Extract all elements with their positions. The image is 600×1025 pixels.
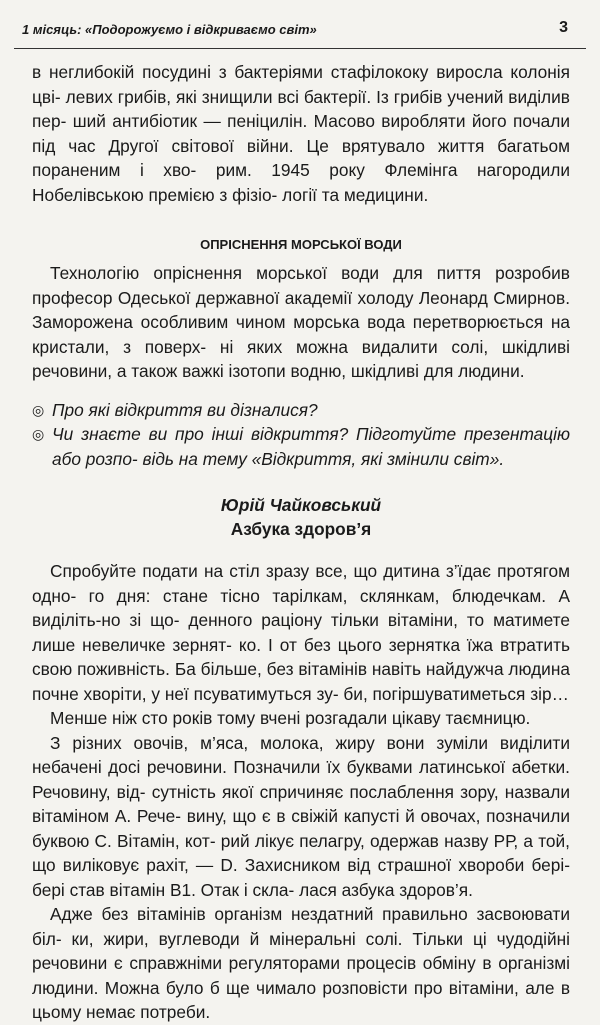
text-line: левих грибів, які знищили всі бактерії. Із грибів учений виділив пер- <box>32 86 570 131</box>
story-paragraph <box>32 559 570 706</box>
section-heading: ОПРІСНЕННЯ МОРСЬКОЇ ВОДИ <box>200 237 402 252</box>
text-line: водню, шкідливі для людини. <box>290 361 525 381</box>
text-line: ки, жири, вуглеводи й мінеральні солі. Тільки ці чудодійні речовини <box>32 928 570 973</box>
story-paragraph <box>32 902 570 1025</box>
story-title: Азбука здоров’я <box>230 519 372 539</box>
story-author: Юрій Чайковський <box>220 495 382 515</box>
text-line: вітамінів навіть найдужча людина почне хворіти, у неї псуватимуться зу- <box>32 659 570 704</box>
text-line: Одеської державної академії холоду Леонард Смирнов. Заморожена <box>32 287 570 332</box>
page-header <box>14 14 586 48</box>
target-bullet-icon: ◎ <box>32 426 45 442</box>
intro-paragraph <box>32 60 570 207</box>
text-line: рим. 1945 року Флемінга нагородили Нобелівською премією з фізіо- <box>32 160 571 205</box>
text-line: Менше ніж сто років тому вчені розгадали цікаву таємницю. <box>50 708 531 728</box>
text-line: в неглибокій посудині з бактеріями стафілококу виросла колонія цві- <box>32 62 570 107</box>
text-line: ні яких можна видалити солі, шкідливі речовини, а також важкі ізотопи <box>32 336 570 381</box>
text-line: вину, що є в свіжій капусті й овочах, позначили буквою С. Вітамін, кот- <box>32 806 570 851</box>
text-line: сутність якої спричиняє послаблення зору, назвали вітаміном А. Рече- <box>32 781 570 826</box>
story-paragraph <box>32 706 570 731</box>
text-line: З різних овочів, м’яса, молока, жиру вони зуміли виділити небачені <box>32 732 570 777</box>
text-line: є справжніми регуляторами процесів обміну в організмі людини. Можна <box>32 953 570 998</box>
text-line: Спробуйте подати на стіл зразу все, що дитина з’їдає протягом одно- <box>32 561 570 606</box>
text-line: було б ще чимало розповісти про вітаміни, але в цьому немає потреби. <box>32 977 571 1022</box>
target-bullet-icon: ◎ <box>32 401 45 418</box>
text-line: денного раціону тільки вітаміни, то матимете лише невеличке зернят- <box>32 610 571 655</box>
question-item <box>32 398 570 423</box>
text-line: би, погіршуватиметься зір… <box>343 683 569 704</box>
section-paragraph <box>32 261 570 384</box>
text-line: досі речовини. Позначили їх буквами латинської абетки. Речовину, від- <box>32 757 570 802</box>
questions-block <box>32 398 570 472</box>
text-line: Технологію опріснення морської води для пиття розробив професор <box>32 263 570 308</box>
story-paragraph <box>32 731 570 903</box>
question-text: Про які відкриття ви дізналися? <box>52 399 318 420</box>
text-line: Другої світової війни. Це врятувало життя багатьом пораненим і хво- <box>32 135 570 180</box>
question-text: відь на тему «Відкриття, які змінили світ». <box>142 448 505 469</box>
question-item <box>32 422 570 471</box>
text-line: ко. І от без цього зернятка їжа втратить свою поживність. Ба більше, без <box>32 634 571 679</box>
text-line: лася азбука здоров’я. <box>299 879 473 900</box>
page-number: 3 <box>559 19 568 36</box>
running-title: 1 місяць: «Подорожуємо і відкриваємо світ» <box>22 22 317 37</box>
text-line: логії та медицини. <box>282 184 429 205</box>
text-line: го дня: стане тісно тарілкам, склянкам, блюдечкам. А виділіть-но зі що- <box>32 585 570 630</box>
text-line: особливим чином морська вода перетворюється на кристали, з поверх- <box>32 312 570 357</box>
text-line: ший антибіотик — пеніцилін. Масово виробляти його почали під час <box>32 111 570 156</box>
page-content <box>32 60 570 1025</box>
header-rule <box>14 48 586 49</box>
text-line: рий лікує пелагру, одержав назву РР, а той, що виліковує рахіт, — D. <box>32 830 570 875</box>
text-line: Захисником від страшної хвороби бері-бері став вітамін B1. Отак і скла- <box>32 855 570 900</box>
question-text: Чи знаєте ви про інші відкриття? Підготуйте презентацію або розпо- <box>52 424 570 469</box>
text-line: Адже без вітамінів організм нездатний правильно засвоювати біл- <box>32 904 570 949</box>
